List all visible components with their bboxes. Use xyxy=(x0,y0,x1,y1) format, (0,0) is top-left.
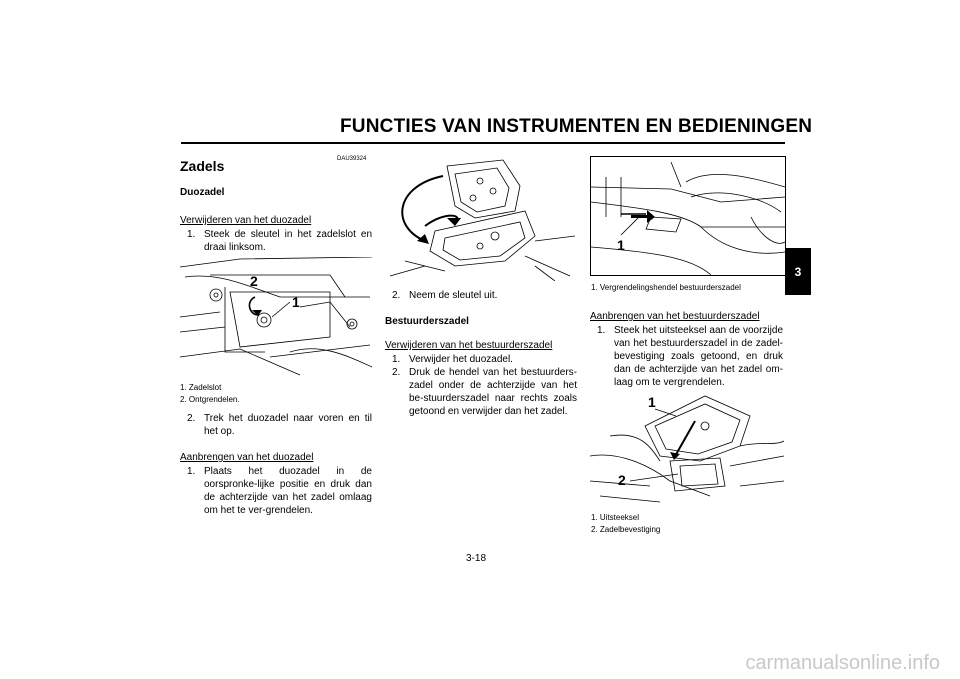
subsection-title: Bestuurderszadel xyxy=(385,316,469,327)
page-number: 3-18 xyxy=(466,553,487,564)
procedure-heading: Aanbrengen van het duozadel xyxy=(180,452,314,463)
procedure-heading: Aanbrengen van het bestuurderszadel xyxy=(590,311,760,322)
step-item xyxy=(597,324,783,388)
figure-caption: 1. Uitsteeksel xyxy=(591,513,640,522)
passenger-seat-illustration xyxy=(385,156,577,281)
subsection-title: Duozadel xyxy=(180,187,225,198)
step-item xyxy=(392,289,577,303)
step-text: Neem de sleutel uit. xyxy=(409,290,498,301)
figure-seat-lock xyxy=(180,257,372,377)
page-header-title: FUNCTIES VAN INSTRUMENTEN EN BEDIENINGEN xyxy=(340,116,813,137)
step-number: 2. xyxy=(187,413,196,424)
figure-caption: 1. Zadelslot xyxy=(180,383,222,392)
step-number: 2. xyxy=(392,367,401,378)
figure-lock-lever xyxy=(590,156,786,276)
step-number: 2. xyxy=(392,290,401,301)
step-item xyxy=(392,366,577,421)
step-number: 1. xyxy=(392,354,401,365)
step-number: 1. xyxy=(187,229,196,240)
figure-callout: 1 xyxy=(292,294,300,310)
figure-seat-removal xyxy=(385,156,577,281)
step-item xyxy=(187,412,372,440)
procedure-heading: Verwijderen van het bestuurderszadel xyxy=(385,340,553,351)
figure-callout: 2 xyxy=(618,472,626,488)
figure-caption: 2. Ontgrendelen. xyxy=(180,395,240,404)
seat-lock-illustration xyxy=(180,257,372,377)
figure-caption: 2. Zadelbevestiging xyxy=(591,525,661,534)
step-text: Druk de hendel van het bestuurders-zadel onder de achterzijde van het be-stuurderszadel naar rechts zoals getoond en verwijder dan het zadel. xyxy=(409,367,577,417)
step-text: Steek de sleutel in het zadelslot en draai linksom. xyxy=(204,229,372,253)
step-text: Plaats het duozadel in de oorspronke-lijke positie en druk dan de achterzijde van het zadel omlaag om het te ver-grendelen. xyxy=(204,466,372,516)
step-text: Steek het uitsteeksel aan de voorzijde van het bestuurderszadel in de zadel-bevestiging zoals getoond, en druk dan de achterzijde van het zadel om-laag om te vergrendelen. xyxy=(614,325,783,388)
figure-caption: 1. Vergrendelingshendel bestuurderszadel xyxy=(591,283,741,292)
rider-seat-lever-illustration xyxy=(591,157,785,275)
header-rule xyxy=(181,142,785,144)
section-code: DAU39324 xyxy=(337,156,367,162)
figure-callout: 1 xyxy=(648,394,656,410)
step-number: 1. xyxy=(597,325,606,336)
chapter-tab[interactable]: 3 xyxy=(785,248,811,295)
section-title: Zadels xyxy=(180,158,225,174)
step-text: Trek het duozadel naar voren en til het op. xyxy=(204,413,372,437)
step-text: Verwijder het duozadel. xyxy=(409,354,513,365)
step-item xyxy=(187,228,372,256)
watermark-text: carmanualsonline.info xyxy=(745,652,940,674)
figure-seat-install xyxy=(590,386,784,504)
step-item xyxy=(187,465,372,520)
figure-callout: 1 xyxy=(617,237,625,253)
procedure-heading: Verwijderen van het duozadel xyxy=(180,215,312,226)
step-number: 1. xyxy=(187,466,196,477)
step-item xyxy=(392,353,577,367)
figure-callout: 2 xyxy=(250,273,258,289)
